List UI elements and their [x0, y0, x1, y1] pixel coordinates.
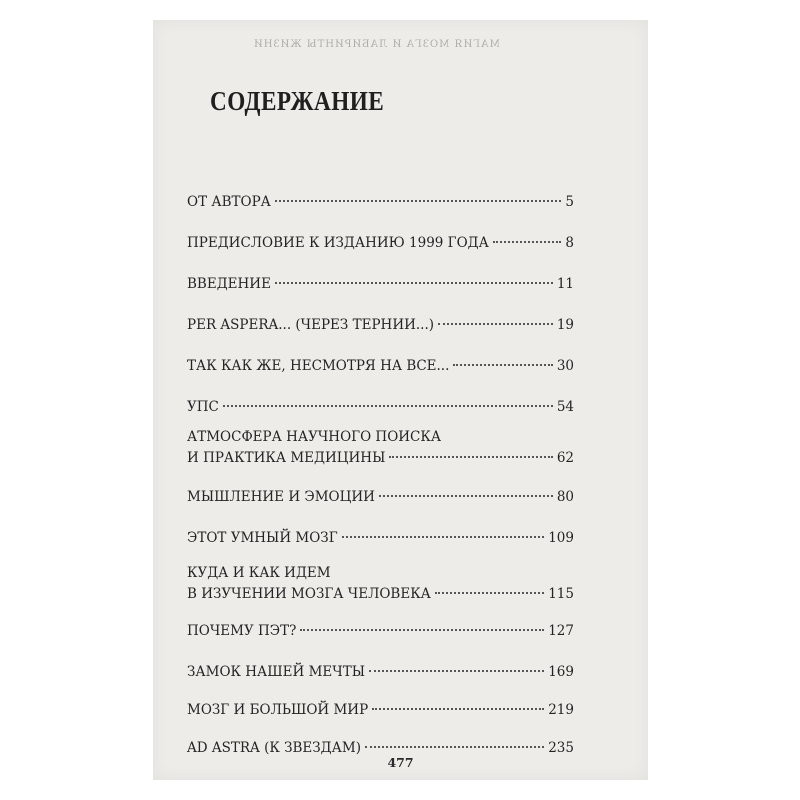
dot-leader: [438, 323, 553, 325]
toc-entry-title: AD ASTRA (К ЗВЕЗДАМ): [187, 740, 361, 756]
book-page: [153, 20, 648, 780]
toc-entry-title: УПС: [187, 399, 219, 415]
toc-entry-page: 219: [548, 702, 574, 718]
toc-entry-title: ВВЕДЕНИЕ: [187, 276, 271, 292]
toc-entry-title: ЗАМОК НАШЕЙ МЕЧТЫ: [187, 664, 365, 680]
toc-entry-page: 8: [565, 235, 574, 251]
dot-leader: [372, 708, 544, 710]
dot-leader: [493, 241, 562, 243]
toc-entry-page: 5: [565, 194, 574, 210]
toc-entry: [187, 662, 574, 683]
dot-leader: [365, 746, 544, 748]
toc-entry: [187, 397, 574, 418]
dot-leader: [223, 405, 553, 407]
toc-entry: [187, 274, 574, 295]
toc-entry: [187, 621, 574, 642]
toc-entry: [187, 356, 574, 377]
toc-entry-page: 30: [556, 358, 574, 374]
toc-entry-title: ТАК КАК ЖЕ, НЕСМОТРЯ НА ВСЕ...: [187, 358, 450, 374]
dot-leader: [379, 495, 553, 497]
toc-entry-page: 115: [548, 586, 574, 602]
toc-entry-title: КУДА И КАК ИДЕМ: [187, 565, 331, 581]
dot-leader: [389, 456, 552, 458]
toc-entry: [187, 700, 574, 721]
toc-entry: [187, 563, 574, 605]
dot-leader: [300, 629, 544, 631]
toc-entry-title-cont: И ПРАКТИКА МЕДИЦИНЫ: [187, 450, 386, 466]
toc-entry: [187, 192, 574, 213]
dot-leader: [435, 592, 544, 594]
toc-entry-title-cont: В ИЗУЧЕНИИ МОЗГА ЧЕЛОВЕКА: [187, 586, 431, 602]
toc-entry-title: ЭТОТ УМНЫЙ МОЗГ: [187, 530, 338, 546]
toc-entry-page: 19: [556, 317, 574, 333]
toc-entry-title: ОТ АВТОРА: [187, 194, 271, 210]
toc-entry-page: 109: [548, 530, 574, 546]
dot-leader: [342, 536, 545, 538]
toc-entry-page: 11: [556, 276, 574, 292]
toc-entry-page: 54: [556, 399, 574, 415]
running-head: МАГИЯ МОЗГА И ЛАБИРИНТЫ ЖИЗНИ: [253, 39, 500, 50]
toc-entry-title: АТМОСФЕРА НАУЧНОГО ПОИСКА: [187, 429, 442, 445]
toc-entry: [187, 427, 574, 469]
toc-entry-page: 169: [548, 664, 574, 680]
toc-entry-title: МЫШЛЕНИЕ И ЭМОЦИИ: [187, 489, 375, 505]
toc-entry-title: ПОЧЕМУ ПЭТ?: [187, 623, 297, 639]
dot-leader: [369, 670, 544, 672]
toc-heading: СОДЕРЖАНИЕ: [210, 86, 385, 116]
dot-leader: [453, 364, 552, 366]
toc-entry-title: МОЗГ И БОЛЬШОЙ МИР: [187, 702, 369, 718]
toc-entry: [187, 233, 574, 254]
toc-entry: [187, 315, 574, 336]
toc-entry-page: 127: [548, 623, 574, 639]
toc-entry-title: ПРЕДИСЛОВИЕ К ИЗДАНИЮ 1999 ГОДА: [187, 235, 489, 251]
page-number: 477: [387, 755, 414, 770]
dot-leader: [275, 200, 562, 202]
toc-entry: [187, 487, 574, 508]
toc-entry-page: 80: [556, 489, 574, 505]
toc-entry: [187, 528, 574, 549]
dot-leader: [275, 282, 553, 284]
toc-entry-title: PER ASPERA... (ЧЕРЕЗ ТЕРНИИ...): [187, 317, 435, 333]
toc-entry-page: 62: [556, 450, 574, 466]
toc-entry-page: 235: [548, 740, 574, 756]
